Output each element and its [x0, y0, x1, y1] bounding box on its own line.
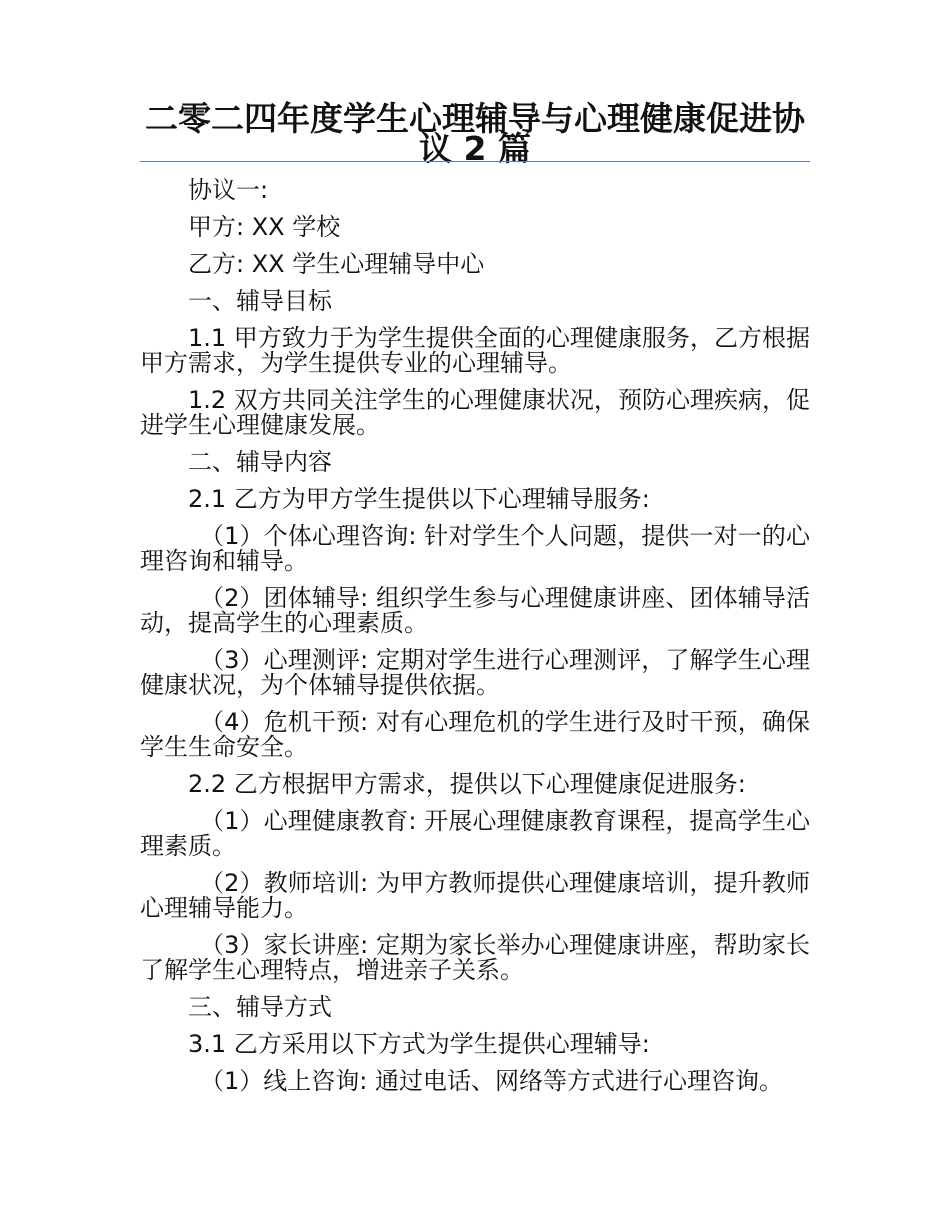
clause-2-1-item-3: （3）心理测评: 定期对学生进行心理测评，了解学生心理健康状况，为个体辅导提供依据。 [140, 646, 810, 699]
clause-2-2-item-3: （3）家长讲座: 定期为家长举办心理健康讲座，帮助家长了解学生心理特点，增进亲子关系。 [140, 931, 810, 984]
clause-1-1: 1.1 甲方致力于为学生提供全面的心理健康服务，乙方根据甲方需求，为学生提供专业的心理辅导。 [140, 324, 810, 377]
section-heading-1: 一、辅导目标 [188, 287, 332, 315]
clause-2-2: 2.2 乙方根据甲方需求，提供以下心理健康促进服务: [188, 770, 746, 798]
title-divider [140, 161, 810, 162]
section-heading-2: 二、辅导内容 [188, 448, 332, 476]
clause-2-1-item-1: （1）个体心理咨询: 针对学生个人问题，提供一对一的心理咨询和辅导。 [140, 522, 810, 575]
section-heading-3: 三、辅导方式 [188, 993, 332, 1021]
document-title: 二零二四年度学生心理辅导与心理健康促进协议 2 篇 [145, 99, 805, 168]
clause-2-1: 2.1 乙方为甲方学生提供以下心理辅导服务: [188, 485, 650, 513]
clause-1-2: 1.2 双方共同关注学生的心理健康状况，预防心理疾病，促进学生心理健康发展。 [140, 386, 810, 439]
clause-2-1-item-2: （2）团体辅导: 组织学生参与心理健康讲座、团体辅导活动，提高学生的心理素质。 [140, 584, 810, 637]
agreement-label: 协议一: [188, 176, 269, 204]
clause-3-1: 3.1 乙方采用以下方式为学生提供心理辅导: [188, 1030, 650, 1058]
document-body [140, 178, 810, 1106]
party-a: 甲方: XX 学校 [188, 213, 341, 241]
clause-3-1-item-1: （1）线上咨询: 通过电话、网络等方式进行心理咨询。 [200, 1067, 783, 1095]
party-b: 乙方: XX 学生心理辅导中心 [188, 250, 485, 278]
clause-2-1-item-4: （4）危机干预: 对有心理危机的学生进行及时干预，确保学生生命安全。 [140, 708, 810, 761]
clause-2-2-item-2: （2）教师培训: 为甲方教师提供心理健康培训，提升教师心理辅导能力。 [140, 869, 810, 922]
clause-2-2-item-1: （1）心理健康教育: 开展心理健康教育课程，提高学生心理素质。 [140, 807, 810, 860]
